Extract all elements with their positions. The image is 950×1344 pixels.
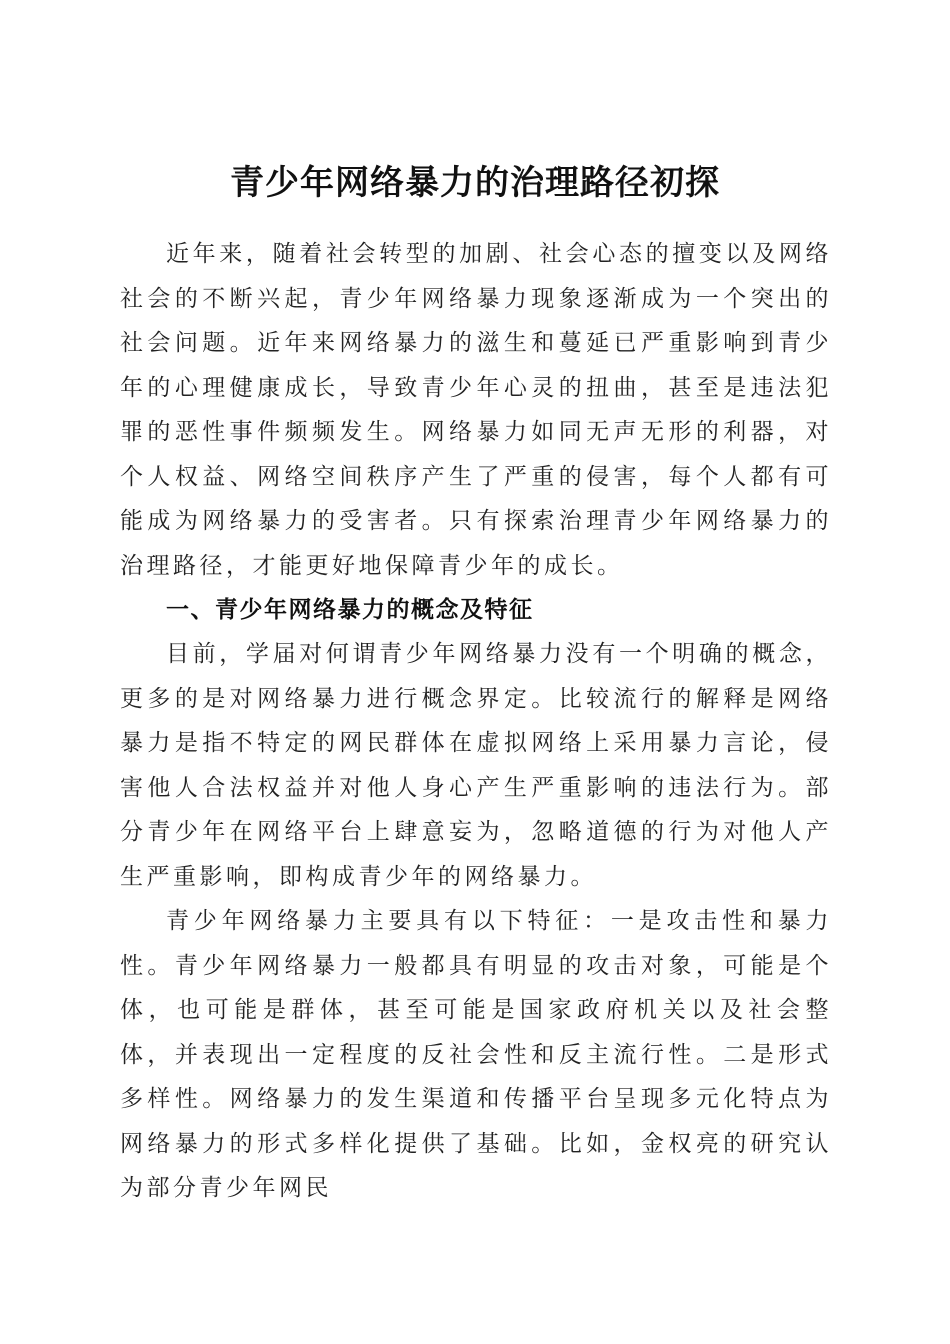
document-title: 青少年网络暴力的治理路径初探 bbox=[230, 162, 720, 203]
concept-paragraph: 目前，学届对何谓青少年网络暴力没有一个明确的概念，更多的是对网络暴力进行概念界定。比较流行的解释是网络暴力是指不特定的网民群体在虚拟网络上采用暴力言论，侵害他人合法权益并对他人身心产生严重影响的违法行为。部分青少年在网络平台上肆意妄为，忽略道德的行为对他人产生严重影响，即构成青少年的网络暴力。 bbox=[120, 641, 832, 890]
intro-paragraph: 近年来，随着社会转型的加剧、社会心态的擅变以及网络社会的不断兴起，青少年网络暴力现象逐渐成为一个突出的社会问题。近年来网络暴力的滋生和蔓延已严重影响到青少年的心理健康成长，导致青少年心灵的扭曲，甚至是违法犯罪的恶性事件频频发生。网络暴力如同无声无形的利器，对个人权益、网络空间秩序产生了严重的侵害，每个人都有可能成为网络暴力的受害者。只有探索治理青少年网络暴力的治理路径，才能更好地保障青少年的成长。 bbox=[120, 241, 832, 579]
section-heading: 一、青少年网络暴力的概念及特征 bbox=[166, 597, 534, 623]
features-paragraph: 青少年网络暴力主要具有以下特征：一是攻击性和暴力性。青少年网络暴力一般都具有明显的攻击对象，可能是个体，也可能是群体，甚至可能是国家政府机关以及社会整体，并表现出一定程度的反社会性和反主流行性。二是形式多样性。网络暴力的发生渠道和传播平台呈现多元化特点为网络暴力的形式多样化提供了基础。比如，金权亮的研究认为部分青少年网民 bbox=[120, 908, 832, 1201]
